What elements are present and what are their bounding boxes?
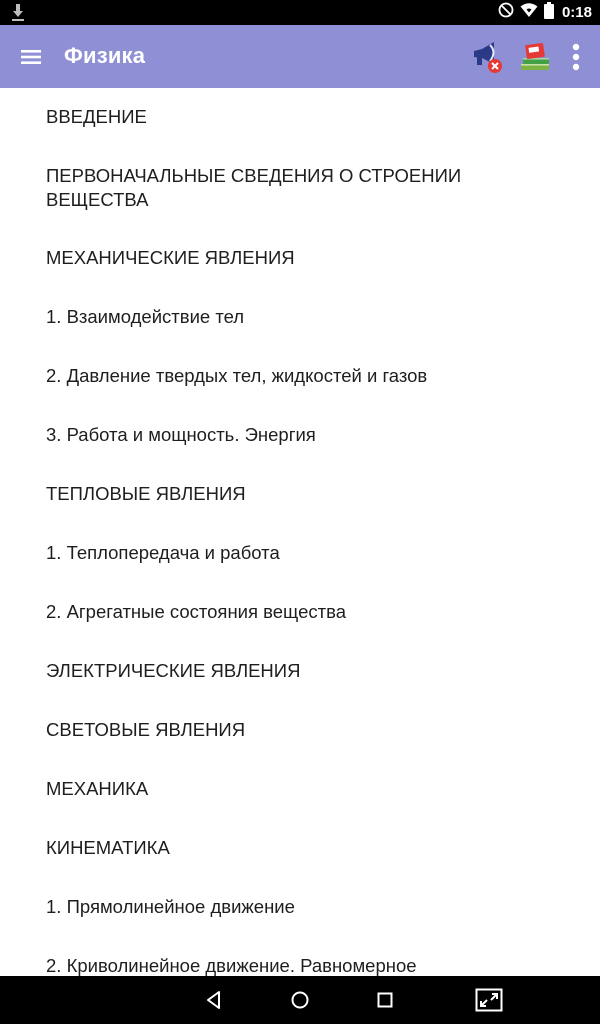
menu-button[interactable] (14, 40, 48, 74)
status-bar (0, 0, 600, 25)
app-bar-actions (470, 38, 586, 76)
status-icons (498, 0, 592, 25)
toc-item[interactable]: ВВЕДЕНИЕ (46, 106, 147, 127)
toc-item[interactable]: 1. Взаимодействие тел (46, 306, 245, 327)
home-button[interactable] (284, 984, 316, 1016)
toc-item[interactable]: ПЕРВОНАЧАЛЬНЫЕ СВЕДЕНИЯ О СТРОЕНИИ ВЕЩЕСТВА (46, 165, 462, 210)
toc-item[interactable]: МЕХАНИЧЕСКИЕ ЯВЛЕНИЯ (46, 247, 295, 268)
toc-item[interactable]: 1. Теплопередача и работа (46, 542, 280, 563)
menu-icon (21, 49, 41, 65)
battery-icon (544, 2, 554, 24)
home-icon (290, 990, 310, 1010)
recents-icon (376, 991, 394, 1009)
recents-button[interactable] (369, 984, 401, 1016)
toc-item[interactable]: 2. Агрегатные состояния вещества (46, 601, 346, 622)
back-icon (204, 990, 224, 1010)
library-button[interactable] (518, 38, 552, 76)
books-icon (518, 39, 552, 75)
toc-item[interactable]: 1. Прямолинейное движение (46, 896, 295, 917)
navigation-bar (0, 976, 600, 1024)
ads-off-button[interactable] (470, 38, 504, 76)
toc-item[interactable]: 2. Давление твердых тел, жидкостей и газов (46, 365, 428, 386)
toc-item[interactable]: ТЕПЛОВЫЕ ЯВЛЕНИЯ (46, 483, 246, 504)
app-bar (0, 25, 600, 88)
screen-rotate-button[interactable] (473, 984, 505, 1016)
toc-item[interactable]: ЭЛЕКТРИЧЕСКИЕ ЯВЛЕНИЯ (46, 660, 301, 681)
toc-item[interactable]: 3. Работа и мощность. Энергия (46, 424, 316, 445)
toc-list (0, 88, 600, 976)
status-time: 0:18 (561, 4, 592, 21)
ads-off-icon (470, 39, 504, 75)
download-icon (10, 3, 26, 22)
more-vert-icon (572, 43, 580, 71)
overflow-menu-button[interactable] (566, 38, 586, 76)
toc-item[interactable]: МЕХАНИКА (46, 778, 149, 799)
app-title: Физика (64, 43, 146, 68)
toc-item[interactable]: СВЕТОВЫЕ ЯВЛЕНИЯ (46, 719, 246, 740)
screen-rotate-icon (475, 988, 503, 1012)
back-button[interactable] (198, 984, 230, 1016)
wifi-icon (520, 2, 538, 23)
dnd-icon (498, 2, 514, 23)
toc-item[interactable]: КИНЕМАТИКА (46, 837, 170, 858)
toc-item[interactable]: 2. Криволинейное движение. Равномерное (46, 955, 417, 976)
